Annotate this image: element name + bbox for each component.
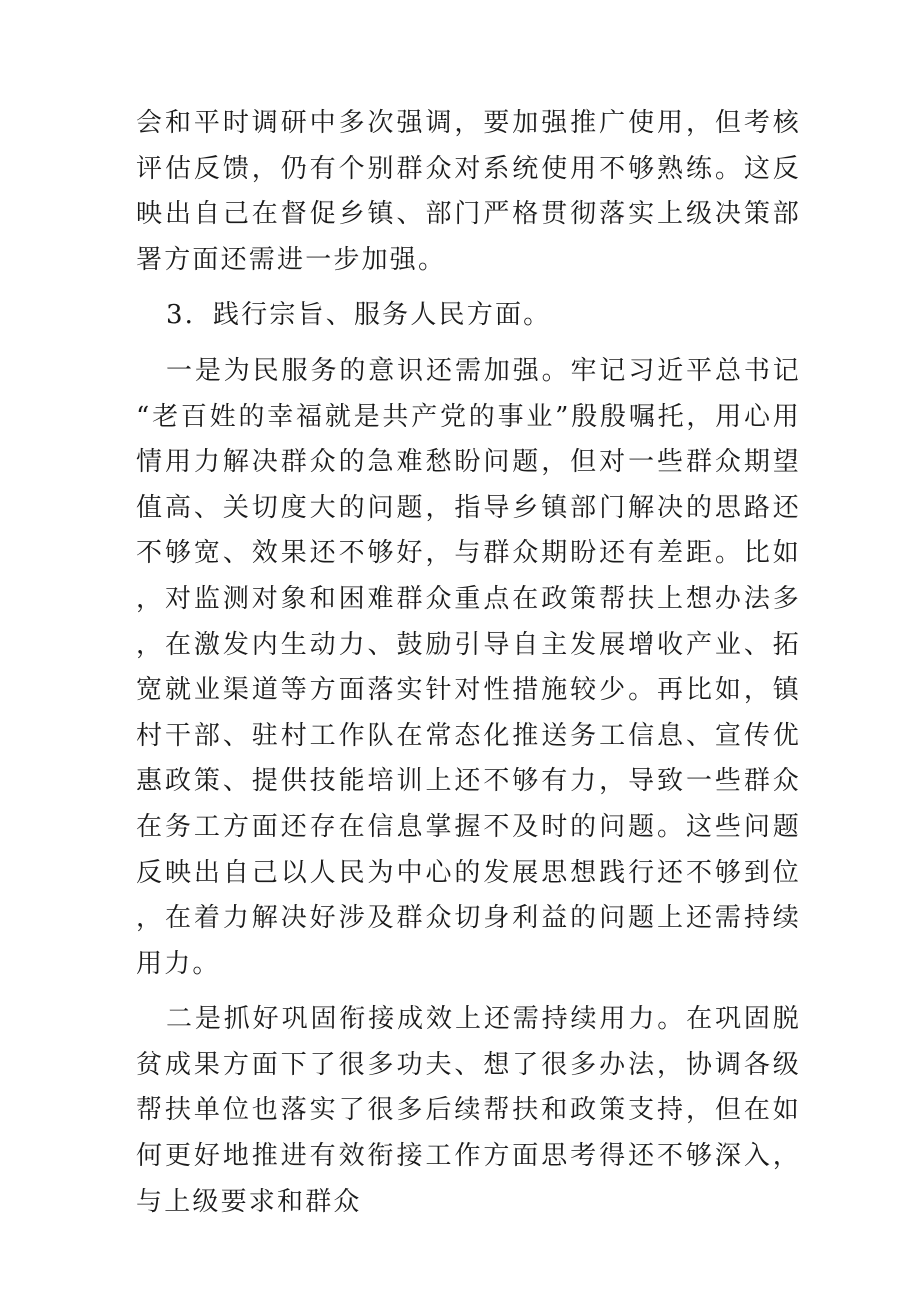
paragraph-service-awareness: 一是为民服务的意识还需加强。牢记习近平总书记“老百姓的幸福就是共产党的事业”殷殷嘱托，用心用情用力解决群众的急难愁盼问题，但对一些群众期望值高、关切度大的问题，指导乡镇部门解决的思路还不够宽、效果还不够好，与群众期盼还有差距。比如，对监测对象和困难群众重点在政策帮扶上想办法多，在激发内生动力、鼓励引导自主发展增收产业、拓宽就业渠道等方面落实针对性措施较少。再比如，镇村干部、驻村工作队在常态化推送务工信息、宣传优惠政策、提供技能培训上还不够有力，导致一些群众在务工方面还存在信息掌握不及时的问题。这些问题反映出自己以人民为中心的发展思想践行还不够到位，在着力解决好涉及群众切身利益的问题上还需持续用力。 [136, 355, 801, 979]
paragraph-consolidation: 二是抓好巩固衔接成效上还需持续用力。在巩固脱贫成果方面下了很多功夫、想了很多办法，协调各级帮扶单位也落实了很多后续帮扶和政策支持，但在如何更好地推进有效衔接工作方面思考得还不够深入，与上级要求和群众 [136, 1004, 801, 1217]
section-heading: 3．践行宗旨、服务人民方面。 [166, 300, 552, 331]
paragraph-continuation: 会和平时调研中多次强调，要加强推广使用，但考核评估反馈，仍有个别群众对系统使用不够熟练。这反映出自己在督促乡镇、部门严格贯彻落实上级决策部署方面还需进一步加强。 [136, 108, 801, 275]
document-page [136, 101, 801, 1235]
